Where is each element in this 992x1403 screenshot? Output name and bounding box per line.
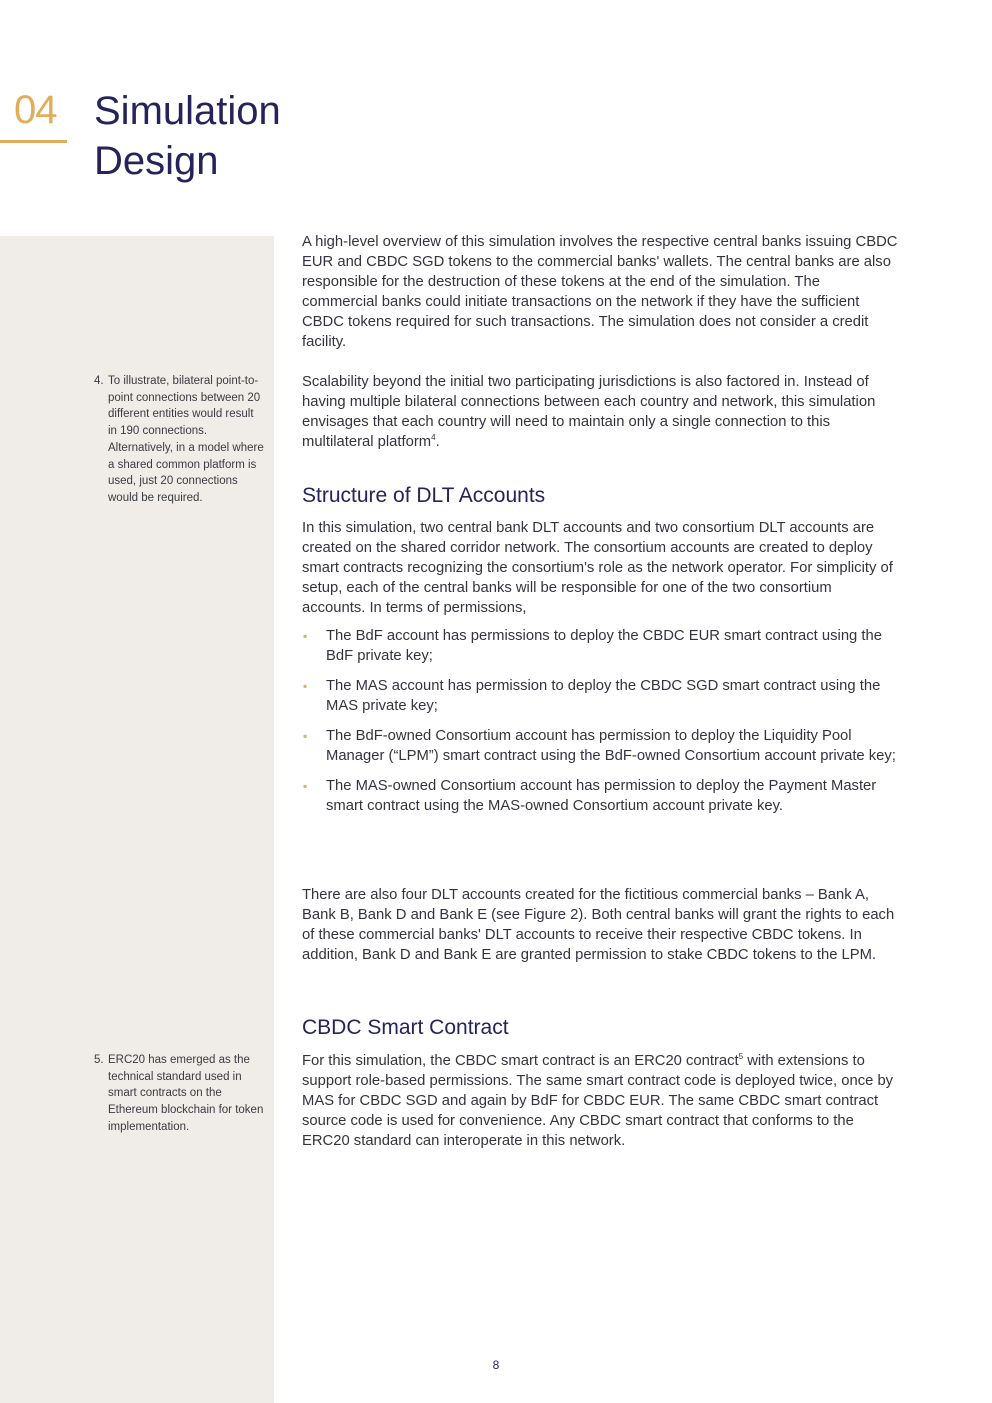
footnote-text: To illustrate, bilateral point-to-point connections between 20 different entities would result in 190 connections. Alternatively, in a model where a shared common platform is used, just 20 connections would be required. — [108, 375, 264, 504]
footnote-ref-5[interactable]: 5 — [738, 1052, 744, 1062]
heading-dlt-accounts: Structure of DLT Accounts — [302, 484, 546, 507]
intro-paragraph-2-text: Scalability beyond the initial two participating jurisdictions is also factored in. Instead of having multiple bilateral connections between each country and network, this simulation envisages that each country will need to maintain only a single connection to this multilateral platform — [302, 374, 876, 450]
footnote-number: 4. — [94, 375, 104, 387]
footnote-4 — [94, 373, 264, 507]
footnote-text: ERC20 has emerged as the technical standard used in smart contracts on the Ethereum blockchain for token implementation. — [108, 1054, 264, 1133]
intro-paragraph-2 — [302, 372, 898, 452]
dlt-paragraph-1: In this simulation, two central bank DLT accounts and two consortium DLT accounts are created on the shared corridor network. The consortium accounts are created to deploy smart contracts recognizing the consortium's role as the network operator. For simplicity of setup, each of the central banks will be responsible for one of the two consortium accounts. In terms of permissions, — [302, 520, 893, 616]
intro-paragraph-2-end: . — [435, 434, 440, 450]
list-item-text: The BdF-owned Consortium account has permission to deploy the Liquidity Pool Manager (“LPM”) smart contract using the BdF-owned Consortium account private key; — [326, 728, 896, 764]
bullet-icon: ▪ — [303, 679, 308, 693]
bullet-icon: ▪ — [303, 779, 308, 793]
footnote-number: 5. — [94, 1054, 104, 1066]
list-item — [302, 726, 898, 766]
list-item — [302, 676, 898, 716]
list-item-text: The BdF account has permissions to deploy the CBDC EUR smart contract using the BdF private key; — [326, 628, 882, 664]
bullet-icon: ▪ — [303, 629, 308, 643]
section-title-line2: Design — [94, 139, 219, 183]
permissions-list — [302, 626, 898, 826]
dlt-paragraph-2: There are also four DLT accounts created for the fictitious commercial banks – Bank A, Bank B, Bank D and Bank E (see Figure 2). Both central banks will grant the rights to each of these commercial banks' DLT accounts to receive their respective CBDC tokens. In addition, Bank D and Bank E are granted permission to stake CBDC tokens to the LPM. — [302, 887, 895, 963]
section-title-line1: Simulation — [94, 89, 281, 133]
intro-paragraph-1: A high-level overview of this simulation involves the respective central banks issuing CBDC EUR and CBDC SGD tokens to the commercial banks' wallets. The central banks are also responsible for the destruction of these tokens at the end of the simulation. The commercial banks could initiate transactions on the network if they have the sufficient CBDC tokens required for such transactions. The simulation does not consider a credit facility. — [302, 234, 898, 350]
section-number: 04 — [14, 88, 57, 132]
footnote-ref-4[interactable]: 4 — [431, 433, 436, 443]
list-item — [302, 626, 898, 666]
page-number: 8 — [492, 1358, 500, 1372]
cbdc-paragraph-start: For this simulation, the CBDC smart contract is an ERC20 contract — [302, 1053, 739, 1069]
cbdc-paragraph — [302, 1051, 898, 1151]
list-item-text: The MAS account has permission to deploy the CBDC SGD smart contract using the MAS private key; — [326, 678, 881, 714]
list-item — [302, 776, 898, 816]
heading-cbdc-smart-contract: CBDC Smart Contract — [302, 1016, 509, 1039]
section-accent-rule — [0, 140, 67, 143]
bullet-icon: ▪ — [303, 729, 308, 743]
footnote-5 — [94, 1052, 264, 1136]
cbdc-paragraph-end: with extensions to support role-based permissions. The same smart contract code is deployed twice, once by MAS for CBDC SGD and again by BdF for CBDC EUR. The same CBDC smart contract source code is used for convenience. Any CBDC smart contract that conforms to the ERC20 standard can interoperate in this network. — [302, 1053, 894, 1149]
section-title — [94, 86, 394, 186]
list-item-text: The MAS-owned Consortium account has permission to deploy the Payment Master smart contract using the MAS-owned Consortium account private key. — [326, 778, 877, 814]
